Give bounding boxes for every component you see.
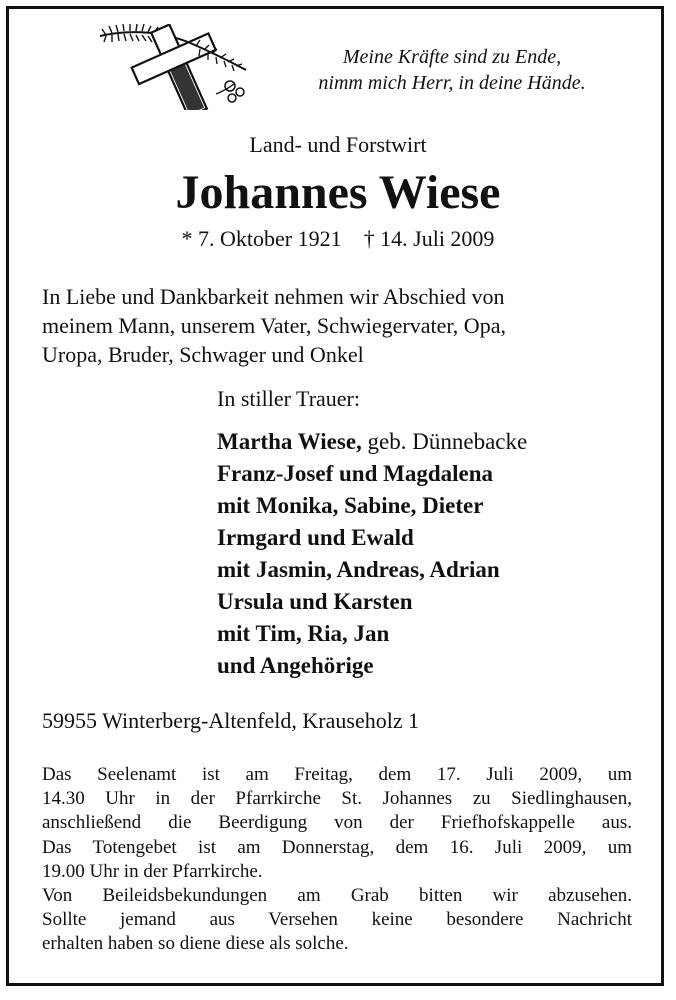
farewell-line: In Liebe und Dankbarkeit nehmen wir Abschied von <box>42 284 505 309</box>
mourner-line <box>217 426 527 458</box>
funeral-notice <box>42 763 632 957</box>
deceased-name: Johannes Wiese <box>175 166 501 219</box>
farewell-line: Uropa, Bruder, Schwager und Onkel <box>42 342 364 367</box>
notice-line: Sollte jemand aus Versehen keine besondere Nachricht <box>42 909 632 931</box>
quote-line: nimm mich Herr, in deine Hände. <box>318 72 586 94</box>
address: 59955 Winterberg-Altenfeld, Krauseholz 1 <box>42 708 420 733</box>
profession: Land- und Forstwirt <box>249 132 427 157</box>
mourner-line: mit Tim, Ria, Jan <box>217 621 390 646</box>
notice-line: 19.00 Uhr in der Pfarrkirche. <box>42 860 263 882</box>
notice-line: erhalten haben so diene diese als solche. <box>42 933 349 955</box>
mourner-name: Martha Wiese, <box>217 429 362 454</box>
bible-quote <box>270 44 634 96</box>
notice-line: anschließend die Beerdigung von der Friefhofskappelle aus. <box>42 812 632 834</box>
mourners-list <box>217 426 527 682</box>
notice-line: Von Beileidsbekundungen am Grab bitten wir abzusehen. <box>42 885 632 907</box>
farewell-text <box>42 282 642 369</box>
mourner-line: Ursula und Karsten <box>217 589 413 614</box>
mourning-heading: In stiller Trauer: <box>217 386 360 411</box>
cross-with-palm-branch-icon <box>96 24 256 110</box>
birth-date: * 7. Oktober 1921 <box>181 226 342 251</box>
mourner-maiden-name: geb. Dünnebacke <box>361 429 528 454</box>
mourner-line: mit Jasmin, Andreas, Adrian <box>217 557 500 582</box>
mourner-line: und Angehörige <box>217 653 374 678</box>
mourner-line: Irmgard und Ewald <box>217 525 414 550</box>
mourner-line: Franz-Josef und Magdalena <box>217 461 493 486</box>
notice-line: Das Totengebet ist am Donnerstag, dem 16. Juli 2009, um <box>42 836 632 858</box>
death-date: † 14. Juli 2009 <box>363 226 495 251</box>
notice-line: 14.30 Uhr in der Pfarrkirche St. Johannes zu Siedlinghausen, <box>42 788 632 810</box>
mourner-line: mit Monika, Sabine, Dieter <box>217 493 484 518</box>
notice-line: Das Seelenamt ist am Freitag, dem 17. Juli 2009, um <box>42 764 632 785</box>
quote-line: Meine Kräfte sind zu Ende, <box>342 46 562 68</box>
life-dates <box>0 226 676 252</box>
farewell-line: meinem Mann, unserem Vater, Schwiegervater, Opa, <box>42 313 506 338</box>
